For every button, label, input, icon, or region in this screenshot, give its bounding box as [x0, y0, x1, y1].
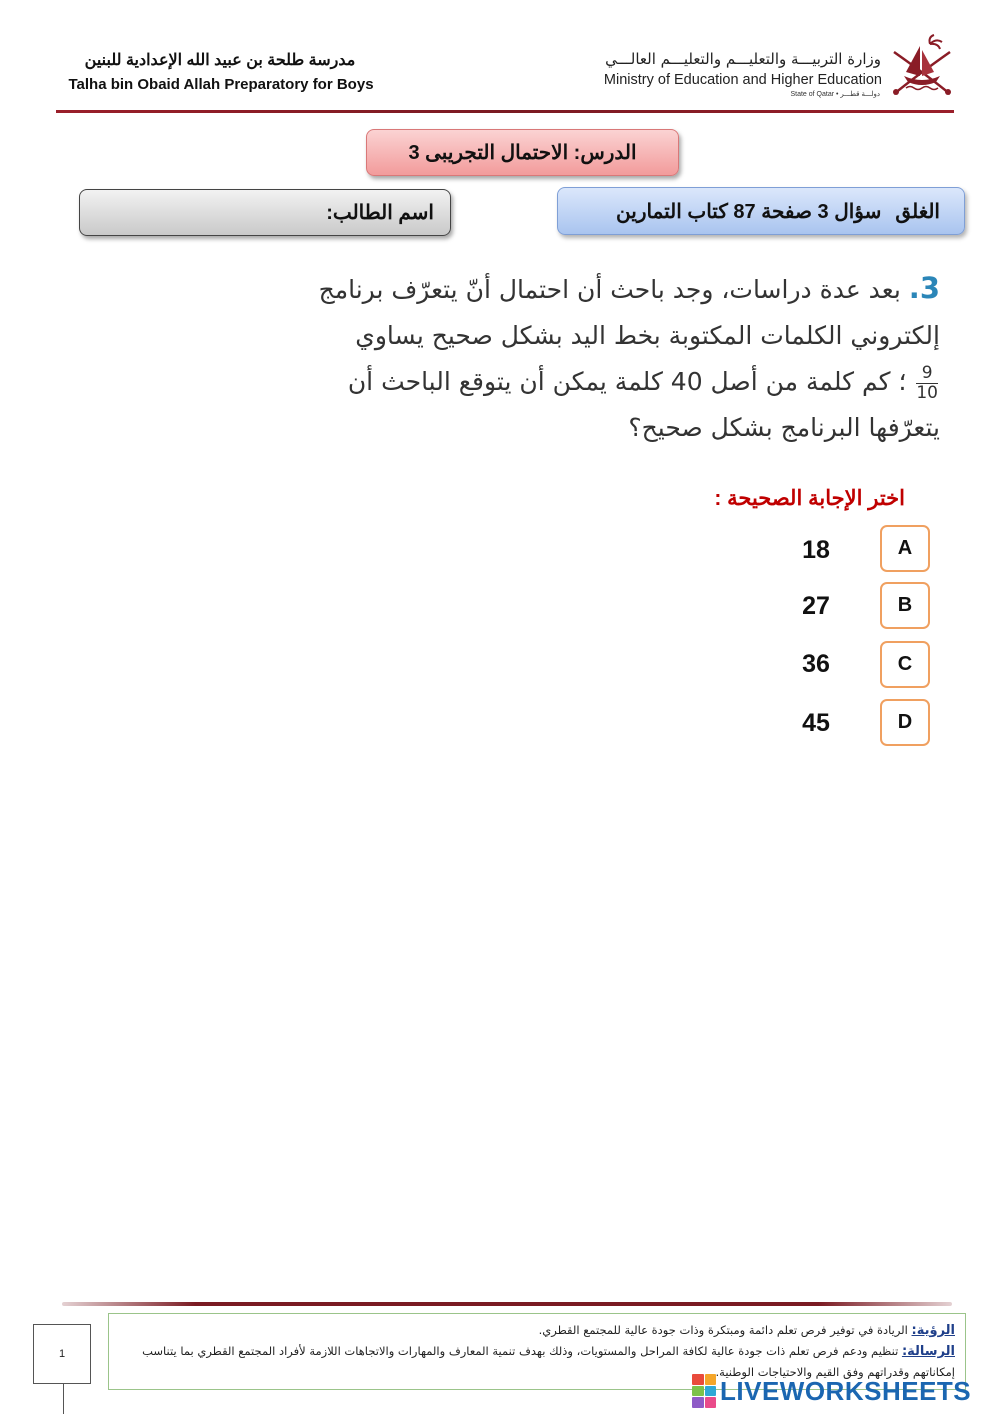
mission-label: الرسالة:: [901, 1344, 955, 1359]
ministry-name-english: Ministry of Education and Higher Education: [603, 72, 882, 88]
student-name-label: اسم الطالب:: [326, 202, 434, 224]
option-b-button[interactable]: B: [880, 582, 930, 629]
exercise-reference-box: [557, 187, 965, 235]
liveworksheets-icon: [692, 1374, 716, 1408]
option-d-button[interactable]: D: [880, 699, 930, 746]
ministry-name-arabic: وزارة التربيـــة والتعليـــم والتعليـــم العالـــي: [605, 50, 881, 68]
question-line-4: يتعرّفها البرنامج بشكل صحيح؟: [628, 413, 940, 442]
question-line-3: [270, 359, 940, 405]
question-text: [270, 265, 940, 451]
question-line-2: إلكتروني الكلمات المكتوبة بخط اليد بشكل صحيح يساوي: [355, 321, 940, 350]
question-number: 3.: [908, 271, 940, 305]
choose-answer-instruction: اختر الإجابة الصحيحة :: [714, 487, 905, 510]
vision-label: الرؤية:: [911, 1323, 955, 1338]
lesson-title-box: [366, 129, 679, 176]
page-number: 1: [58, 1348, 66, 1360]
page-number-tick: [63, 1384, 64, 1414]
school-name-english: Talha bin Obaid Allah Preparatory for Boys: [68, 76, 374, 93]
question-line-3-text: ؛ كم كلمة من أصل 40 كلمة يمكن أن يتوقع الباحث أن: [347, 367, 907, 396]
vision-text: الريادة في توفير فرص تعلم دائمة ومبتكرة وذات جودة عالية للمجتمع القطري.: [538, 1323, 908, 1337]
option-a-value: 18: [802, 536, 830, 564]
fraction-numerator: 9: [916, 364, 938, 384]
question-line-1-text: بعد عدة دراسات، وجد باحث أن احتمال أنّ يتعرّف برنامج: [318, 275, 901, 304]
fraction: [916, 364, 938, 403]
option-a-button[interactable]: A: [880, 525, 930, 572]
liveworksheets-brand: LIVEWORKSHEETS: [720, 1375, 972, 1406]
liveworksheets-logo[interactable]: [692, 1372, 992, 1410]
exercise-reference: سؤال 3 صفحة 87 كتاب التمارين: [616, 200, 882, 223]
option-d-value: 45: [802, 709, 830, 737]
option-c-button[interactable]: C: [880, 641, 930, 688]
footer-divider: [62, 1302, 952, 1306]
exercise-label: الغلق: [895, 200, 940, 223]
vision-line: [119, 1320, 955, 1341]
page-number-box: [33, 1324, 91, 1384]
fraction-denominator: 10: [916, 382, 938, 403]
school-name-arabic: مدرسة طلحة بن عبيد الله الإعدادية للبنين: [84, 52, 356, 69]
state-of-qatar-line: State of Qatar • دولـــة قطـــر: [790, 91, 880, 98]
option-c-value: 36: [802, 650, 830, 678]
option-b-value: 27: [802, 592, 830, 620]
lesson-title: الدرس: الاحتمال التجريبى 3: [408, 142, 637, 164]
qatar-emblem-icon: [886, 32, 958, 104]
question-line-1: [270, 265, 940, 313]
mission-text: تنظيم ودعم فرص تعلم ذات جودة عالية لكافة المراحل والمستويات، وذلك بهدف تنمية المعارف والمهارات والاتجاهات اللازمة لأفراد المجتمع القطري بما يتناسب إمكاناتهم وقدراتهم وفق القيم والاحتياجات الوطنية.: [142, 1344, 955, 1379]
student-name-box[interactable]: [79, 189, 451, 236]
header-divider: [56, 110, 954, 113]
